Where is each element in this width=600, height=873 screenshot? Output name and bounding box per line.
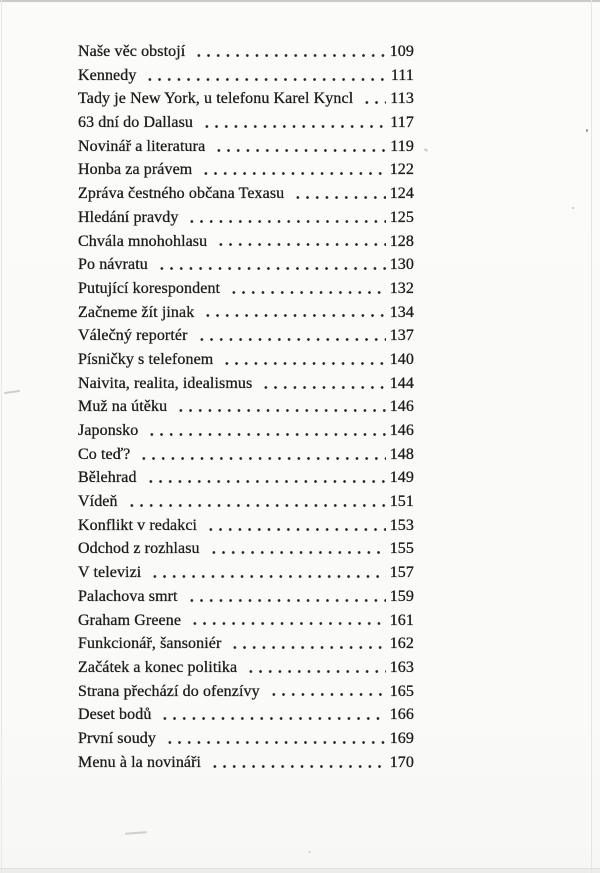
dot-leader bbox=[258, 372, 385, 396]
toc-entry-title: Strana přechází do ofenzívy bbox=[78, 682, 260, 700]
toc-entry-page-number: 140 bbox=[389, 350, 414, 368]
toc-entry-title: Honba za právem bbox=[78, 161, 193, 179]
dot-leader bbox=[194, 324, 386, 348]
toc-entry bbox=[78, 40, 414, 64]
scan-speckle bbox=[308, 851, 311, 853]
dot-leader bbox=[162, 727, 386, 751]
toc-entry-title: Putující korespondent bbox=[78, 279, 221, 297]
toc-entry bbox=[78, 466, 414, 490]
toc-entry-title: Muž na útěku bbox=[78, 398, 168, 416]
dot-leader bbox=[173, 395, 386, 419]
dot-leader bbox=[219, 348, 385, 372]
toc-entry-page-number: 122 bbox=[389, 161, 414, 179]
toc-entry bbox=[78, 514, 414, 538]
toc-entry bbox=[78, 609, 414, 633]
toc-entry bbox=[78, 727, 414, 751]
toc-entry-page-number: 119 bbox=[390, 137, 414, 155]
toc-entry-title: Graham Greene bbox=[78, 611, 182, 629]
toc-entry-title: Kennedy bbox=[78, 66, 137, 84]
toc-entry-page-number: 165 bbox=[389, 682, 414, 700]
toc-entry-title: Konflikt v redakci bbox=[78, 516, 198, 534]
toc-entry-page-number: 153 bbox=[389, 516, 414, 534]
dot-leader bbox=[359, 87, 386, 111]
toc-entry-page-number: 155 bbox=[389, 540, 414, 558]
toc-entry bbox=[78, 537, 414, 561]
toc-entry bbox=[78, 206, 414, 230]
scan-speckle bbox=[125, 831, 147, 835]
scan-speckle bbox=[424, 148, 428, 152]
toc-entry bbox=[78, 585, 414, 609]
toc-entry-page-number: 130 bbox=[389, 256, 414, 274]
toc-entry-title: Válečný reportér bbox=[78, 327, 188, 345]
toc-entry bbox=[78, 64, 414, 88]
scan-edge-bottom bbox=[0, 868, 600, 873]
toc-entry-title: Zpráva čestného občana Texasu bbox=[78, 185, 285, 203]
dot-leader bbox=[290, 182, 385, 206]
dot-leader bbox=[124, 490, 386, 514]
dot-leader bbox=[191, 40, 385, 64]
toc-entry-page-number: 146 bbox=[389, 422, 414, 439]
scan-speckle bbox=[4, 390, 20, 394]
toc-entry bbox=[78, 372, 414, 396]
scan-speckle bbox=[572, 207, 574, 209]
dot-leader bbox=[211, 135, 386, 159]
dot-leader bbox=[184, 206, 385, 230]
toc-entry-title: 63 dní do Dallasu bbox=[78, 114, 194, 132]
toc-entry-page-number: 169 bbox=[389, 729, 414, 747]
toc-entry-page-number: 157 bbox=[389, 564, 414, 582]
toc-entry-page-number: 159 bbox=[389, 587, 414, 605]
toc-entry bbox=[78, 443, 414, 467]
toc-entry-title: Naše věc obstojí bbox=[78, 43, 186, 60]
scan-edge-left bbox=[1, 0, 2, 873]
dot-leader bbox=[207, 751, 386, 775]
dot-leader bbox=[187, 609, 386, 633]
toc-entry-title: V televizi bbox=[78, 564, 142, 582]
toc-entry bbox=[78, 751, 414, 775]
toc-list bbox=[78, 40, 414, 774]
dot-leader bbox=[184, 585, 386, 609]
toc-entry-title: Palachova smrt bbox=[78, 587, 178, 605]
dot-leader bbox=[142, 64, 386, 88]
toc-entry-title: Hledání pravdy bbox=[78, 208, 179, 226]
dot-leader bbox=[198, 158, 385, 182]
toc-entry-page-number: 146 bbox=[389, 398, 414, 416]
toc-entry-page-number: 132 bbox=[389, 279, 414, 297]
dot-leader bbox=[200, 301, 385, 325]
dot-leader bbox=[226, 277, 386, 301]
toc-entry-title: Chvála mnohohlasu bbox=[78, 232, 208, 250]
toc-entry bbox=[78, 348, 414, 372]
toc-entry-title: První soudy bbox=[78, 729, 156, 747]
toc-entry-page-number: 125 bbox=[389, 208, 414, 226]
toc-entry-page-number: 149 bbox=[389, 469, 414, 487]
toc-entry-title: Vídeň bbox=[78, 493, 118, 511]
toc-entry bbox=[78, 656, 414, 680]
dot-leader bbox=[199, 111, 386, 135]
toc-entry-page-number: 161 bbox=[389, 611, 414, 629]
toc-entry-title: Písničky s telefonem bbox=[78, 350, 214, 368]
dot-leader bbox=[144, 419, 385, 443]
toc-entry-title: Tady je New York, u telefonu Karel Kyncl bbox=[78, 90, 354, 108]
toc-entry bbox=[78, 158, 414, 182]
toc-entry bbox=[78, 111, 414, 135]
toc-entry-page-number: 134 bbox=[389, 303, 414, 321]
toc-entry bbox=[78, 419, 414, 443]
toc-entry bbox=[78, 253, 414, 277]
toc-entry bbox=[78, 277, 414, 301]
toc-entry bbox=[78, 135, 414, 159]
toc-entry-page-number: 124 bbox=[389, 185, 414, 203]
toc-entry-page-number: 166 bbox=[389, 706, 414, 724]
toc-entry-page-number: 163 bbox=[389, 658, 414, 676]
scan-speckle bbox=[586, 129, 588, 132]
toc-entry bbox=[78, 561, 414, 585]
toc-entry-page-number: 128 bbox=[389, 232, 414, 250]
toc-entry bbox=[78, 703, 414, 727]
toc-entry-title: Co teď? bbox=[78, 445, 131, 463]
dot-leader bbox=[243, 656, 385, 680]
toc-entry-page-number: 109 bbox=[389, 43, 414, 60]
dot-leader bbox=[143, 466, 386, 490]
toc-entry-title: Novinář a literatura bbox=[78, 137, 206, 155]
dot-leader bbox=[157, 703, 385, 727]
toc-entry-title: Naivita, realita, idealismus bbox=[78, 374, 253, 392]
scan-edge-right bbox=[591, 0, 592, 873]
toc-entry-page-number: 137 bbox=[389, 327, 414, 345]
toc-entry-page-number: 151 bbox=[389, 493, 414, 511]
toc-entry-page-number: 111 bbox=[390, 66, 414, 84]
toc-entry bbox=[78, 632, 414, 656]
dot-leader bbox=[266, 680, 386, 704]
dot-leader bbox=[227, 632, 385, 656]
toc-entry-page-number: 113 bbox=[390, 90, 414, 108]
dot-leader bbox=[136, 443, 385, 467]
toc-entry-title: Menu à la novináři bbox=[78, 753, 202, 771]
toc-entry-title: Funkcionář, šansoniér bbox=[78, 635, 222, 653]
toc-entry-title: Japonsko bbox=[78, 422, 139, 439]
dot-leader bbox=[206, 537, 386, 561]
toc-entry bbox=[78, 680, 414, 704]
toc-entry-title: Bělehrad bbox=[78, 469, 137, 487]
toc-entry-page-number: 162 bbox=[389, 635, 414, 653]
scan-edge-top bbox=[0, 0, 600, 2]
toc-entry-title: Odchod z rozhlasu bbox=[78, 540, 200, 558]
toc-entry-title: Po návratu bbox=[78, 256, 148, 274]
toc-entry bbox=[78, 230, 414, 254]
toc-entry-page-number: 170 bbox=[389, 753, 414, 771]
toc-entry-page-number: 144 bbox=[389, 374, 414, 392]
toc-entry-title: Začneme žít jinak bbox=[78, 303, 195, 321]
toc-entry-title: Deset bodů bbox=[78, 706, 152, 724]
dot-leader bbox=[147, 561, 385, 585]
toc-entry-page-number: 117 bbox=[390, 114, 414, 132]
toc-entry bbox=[78, 301, 414, 325]
toc-entry bbox=[78, 324, 414, 348]
dot-leader bbox=[213, 230, 385, 254]
dot-leader bbox=[203, 514, 386, 538]
toc-entry bbox=[78, 490, 414, 514]
toc-entry-page-number: 148 bbox=[389, 445, 414, 463]
toc-entry-title: Začátek a konec politika bbox=[78, 658, 238, 676]
dot-leader bbox=[154, 253, 386, 277]
toc-entry bbox=[78, 395, 414, 419]
toc-entry bbox=[78, 182, 414, 206]
toc-entry bbox=[78, 87, 414, 111]
